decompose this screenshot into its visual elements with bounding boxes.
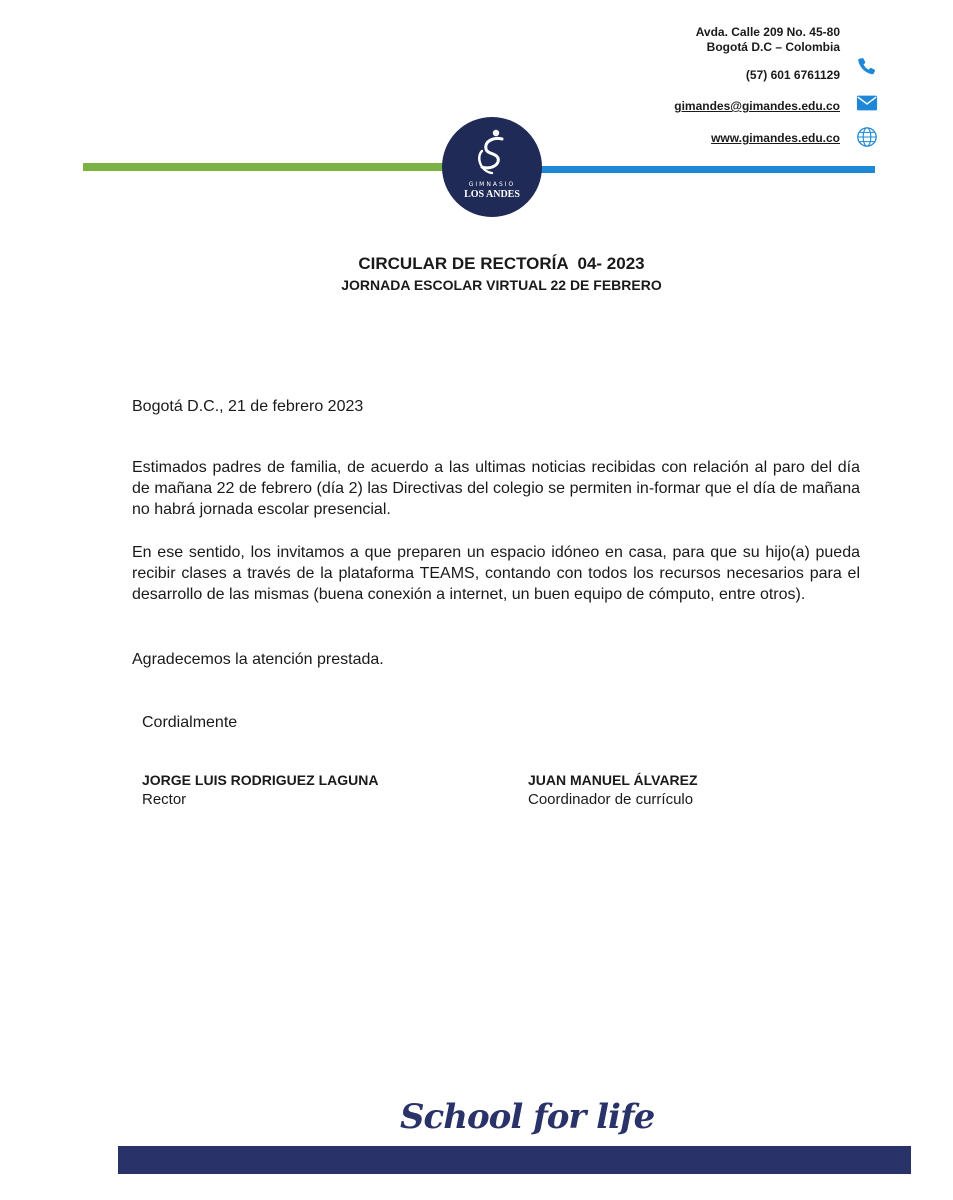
footer-slogan: School for life	[400, 1097, 655, 1137]
closing: Cordialmente	[142, 714, 238, 731]
school-logo	[442, 117, 542, 217]
paragraph-3: Agradecemos la atención prestada.	[132, 651, 384, 668]
paragraph-1: Estimados padres de familia, de acuerdo a las ultimas noticias recibidas con relación al paro del día de mañana 22 de febrero (día 2) las Directivas del colegio se permiten in-formar que el día de mañana no habrá jornada escolar presencial.	[132, 459, 860, 518]
document-title: CIRCULAR DE RECTORÍA 04- 2023	[358, 254, 645, 273]
header-green-bar	[83, 163, 448, 171]
website-link[interactable]: www.gimandes.edu.co	[711, 131, 840, 145]
signature-role-rector: Rector	[142, 791, 187, 808]
globe-icon	[856, 126, 878, 148]
logo-mark-icon	[472, 127, 512, 179]
logo-subtitle: GIMNASIO	[468, 181, 516, 188]
document-date: Bogotá D.C., 21 de febrero 2023	[132, 398, 364, 415]
signature-name-rector: JORGE LUIS RODRIGUEZ LAGUNA	[142, 772, 379, 788]
mail-icon	[856, 92, 878, 114]
address-line-1: Avda. Calle 209 No. 45-80	[695, 25, 840, 39]
paragraph-2: En ese sentido, los invitamos a que preparen un espacio idóneo en casa, para que su hijo(a) pueda recibir clases a través de la plataforma TEAMS, contando con todos los recursos necesarios para el desarrollo de las mismas (buena conexión a internet, un buen equipo de cómputo, entre otros).	[132, 544, 860, 603]
header-blue-bar	[538, 166, 875, 173]
signature-name-coordinator: JUAN MANUEL ÁLVAREZ	[528, 772, 698, 788]
address-line-2: Bogotá D.C – Colombia	[706, 40, 840, 54]
email-link[interactable]: gimandes@gimandes.edu.co	[674, 99, 840, 113]
footer-bar	[118, 1146, 911, 1174]
signature-role-coordinator: Coordinador de currículo	[528, 791, 694, 808]
phone-icon	[856, 56, 878, 78]
document-subtitle: JORNADA ESCOLAR VIRTUAL 22 DE FEBRERO	[341, 277, 662, 293]
logo-name: LOS ANDES	[464, 189, 520, 200]
phone-number: (57) 601 6761129	[745, 68, 840, 82]
